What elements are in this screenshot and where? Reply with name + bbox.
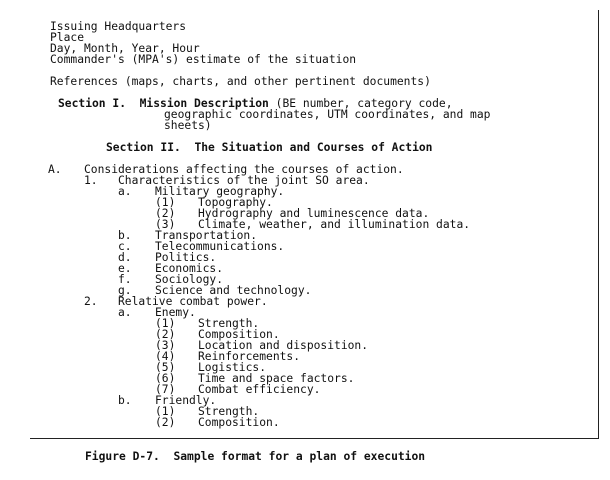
issuing-hq-line: Issuing Headquarters	[50, 20, 187, 33]
outline-1a1-text: Topography.	[198, 196, 273, 209]
outline-2a-text: Enemy.	[155, 306, 196, 319]
outline-1f-text: Sociology.	[155, 273, 224, 286]
outline-2a1-marker: (1)	[155, 317, 176, 330]
outline-1-marker: 1.	[84, 174, 98, 187]
figure-caption-text: Sample format for a plan of execution	[173, 450, 426, 463]
section-2-label: Section II.	[106, 141, 181, 154]
outline-2b-marker: b.	[118, 394, 132, 407]
outline-2b1-marker: (1)	[155, 405, 176, 418]
outline-1c-text: Telecommunications.	[155, 240, 285, 253]
outline-1a1-marker: (1)	[155, 196, 176, 209]
outline-2a5-text: Logistics.	[198, 361, 267, 374]
outline-2a7-text: Combat efficiency.	[198, 383, 321, 396]
section-1-desc-3: sheets)	[164, 119, 212, 132]
outline-1b-text: Transportation.	[155, 229, 258, 242]
outline-1a-marker: a.	[118, 185, 132, 198]
outline-2a4-text: Reinforcements.	[198, 350, 301, 363]
section-1-desc-1: (BE number, category code,	[268, 97, 453, 110]
estimate-line: Commander's (MPA's) estimate of the situation	[50, 53, 357, 66]
outline-2b2-marker: (2)	[155, 416, 176, 429]
outline-2a1-text: Strength.	[198, 317, 260, 330]
outline-2a2-text: Composition.	[198, 328, 280, 341]
references-line: References (maps, charts, and other pertinent documents)	[50, 75, 431, 88]
outline-1a2-text: Hydrography and luminescence data.	[198, 207, 430, 220]
outline-1a2-marker: (2)	[155, 207, 176, 220]
outline-2a2-marker: (2)	[155, 328, 176, 341]
outline-1-text: Characteristics of the joint SO area.	[118, 174, 370, 187]
outline-2-marker: 2.	[84, 295, 98, 308]
outline-2a6-text: Time and space factors.	[198, 372, 355, 385]
outline-1a3-marker: (3)	[155, 218, 176, 231]
outline-2a3-text: Location and disposition.	[198, 339, 369, 352]
outline-2b-text: Friendly.	[155, 394, 217, 407]
outline-1b-marker: b.	[118, 229, 132, 242]
outline-1c-marker: c.	[118, 240, 132, 253]
figure-caption	[85, 450, 425, 463]
date-line: Day, Month, Year, Hour	[50, 42, 200, 55]
outline-2a5-marker: (5)	[155, 361, 176, 374]
outline-2a7-marker: (7)	[155, 383, 176, 396]
outline-2-text: Relative combat power.	[118, 295, 268, 308]
outline-1g-text: Science and technology.	[155, 284, 312, 297]
outline-1e-marker: e.	[118, 262, 132, 275]
section-2-title: The Situation and Courses of Action	[194, 141, 433, 154]
outline-2a-marker: a.	[118, 306, 132, 319]
outline-1a-text: Military geography.	[155, 185, 285, 198]
outline-A-marker: A.	[48, 163, 62, 176]
outline-A-text: Considerations affecting the courses of action.	[84, 163, 404, 176]
outline-1d-text: Politics.	[155, 251, 217, 264]
section-2-heading	[106, 142, 432, 154]
section-1-label: Section I.	[58, 97, 127, 110]
outline-1d-marker: d.	[118, 251, 132, 264]
section-1-title: Mission Description	[139, 97, 269, 110]
outline-2a4-marker: (4)	[155, 350, 176, 363]
outline-1e-text: Economics.	[155, 262, 224, 275]
outline-1g-marker: g.	[118, 284, 132, 297]
outline-1f-marker: f.	[118, 273, 132, 286]
outline-2a6-marker: (6)	[155, 372, 176, 385]
outline-2b1-text: Strength.	[198, 405, 260, 418]
outline-2b2-text: Composition.	[198, 416, 280, 429]
place-line: Place	[50, 31, 85, 44]
outline-2a3-marker: (3)	[155, 339, 176, 352]
figure-label: Figure D-7.	[85, 450, 160, 463]
outline-1a3-text: Climate, weather, and illumination data.	[198, 218, 471, 231]
section-1-desc-2: geographic coordinates, UTM coordinates, and map	[164, 108, 491, 121]
